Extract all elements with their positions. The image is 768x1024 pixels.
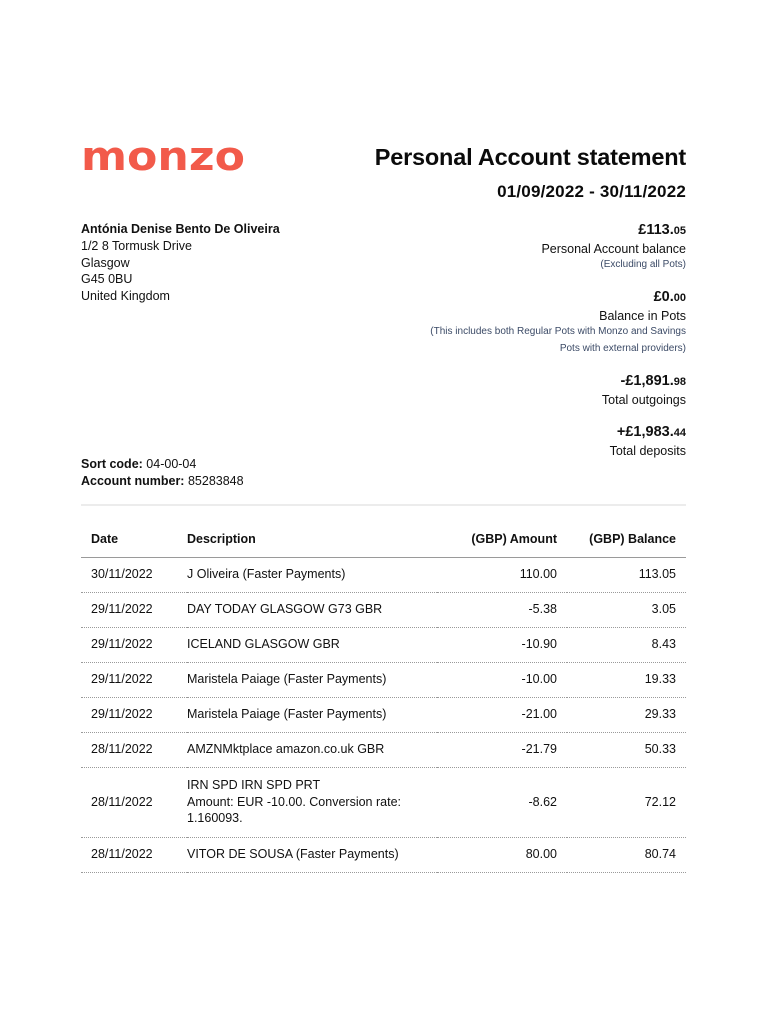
row-description: ICELAND GLASGOW GBR xyxy=(187,627,437,662)
row-balance: 80.74 xyxy=(567,837,686,872)
header-description: Description xyxy=(187,522,437,557)
row-balance: 19.33 xyxy=(567,662,686,697)
row-balance: 113.05 xyxy=(567,557,686,592)
account-details xyxy=(81,456,244,490)
row-amount: -8.62 xyxy=(437,767,567,837)
row-balance: 50.33 xyxy=(567,732,686,767)
pots-balance-summary xyxy=(430,289,686,357)
header-date: Date xyxy=(81,522,187,557)
table-row xyxy=(81,627,686,662)
statement-period: 01/09/2022 - 30/11/2022 xyxy=(497,182,686,201)
row-description: DAY TODAY GLASGOW G73 GBR xyxy=(187,592,437,627)
table-row xyxy=(81,697,686,732)
header-balance: (GBP) Balance xyxy=(567,522,686,557)
total-outgoings-label: Total outgoings xyxy=(601,393,686,407)
row-balance: 29.33 xyxy=(567,697,686,732)
address-line-3: G45 0BU xyxy=(81,272,133,287)
total-outgoings-pence: 98 xyxy=(673,376,686,388)
row-date: 28/11/2022 xyxy=(81,767,187,837)
row-date: 28/11/2022 xyxy=(81,837,187,872)
pots-balance-amount xyxy=(430,289,686,305)
section-divider xyxy=(81,504,686,506)
row-date: 29/11/2022 xyxy=(81,592,187,627)
account-balance-summary xyxy=(541,222,686,274)
monzo-logo xyxy=(81,134,247,181)
total-outgoings-main: -£1,891. xyxy=(620,373,674,389)
total-deposits-amount xyxy=(610,424,686,440)
row-date: 29/11/2022 xyxy=(81,627,187,662)
account-balance-main: £113. xyxy=(638,222,674,238)
row-description: VITOR DE SOUSA (Faster Payments) xyxy=(187,837,437,872)
row-date: 30/11/2022 xyxy=(81,557,187,592)
row-amount: 80.00 xyxy=(437,837,567,872)
row-amount: -10.90 xyxy=(437,627,567,662)
header-amount: (GBP) Amount xyxy=(437,522,567,557)
total-deposits-pence: 44 xyxy=(673,427,686,439)
row-date: 29/11/2022 xyxy=(81,662,187,697)
table-header-row xyxy=(81,522,686,557)
transactions-table xyxy=(81,522,686,873)
row-date: 29/11/2022 xyxy=(81,697,187,732)
customer-name: Antónia Denise Bento De Oliveira xyxy=(81,222,280,236)
total-deposits-summary xyxy=(610,424,686,458)
row-amount: 110.00 xyxy=(437,557,567,592)
total-outgoings-summary xyxy=(602,373,686,407)
account-number-value: 85283848 xyxy=(187,473,244,488)
account-balance-pence: 05 xyxy=(673,225,686,237)
account-number-label: Account number: xyxy=(81,473,185,488)
pots-balance-pence: 00 xyxy=(673,292,686,304)
row-balance: 3.05 xyxy=(567,592,686,627)
row-description: IRN SPD IRN SPD PRT Amount: EUR -10.00. Conversion rate: 1.160093. xyxy=(187,767,437,837)
row-description: Maristela Paiage (Faster Payments) xyxy=(187,697,437,732)
account-balance-label: Personal Account balance xyxy=(541,242,686,256)
account-number-line xyxy=(81,473,244,490)
address-line-2: Glasgow xyxy=(81,255,130,270)
table-row xyxy=(81,662,686,697)
pots-balance-label: Balance in Pots xyxy=(599,309,686,323)
monzo-logo-text: monzo xyxy=(81,134,245,176)
table-row xyxy=(81,592,686,627)
table-row xyxy=(81,732,686,767)
statement-title: Personal Account statement xyxy=(374,144,686,170)
row-balance: 72.12 xyxy=(567,767,686,837)
table-row xyxy=(81,557,686,592)
row-balance: 8.43 xyxy=(567,627,686,662)
row-amount: -21.00 xyxy=(437,697,567,732)
table-header xyxy=(81,522,686,557)
customer-address xyxy=(81,221,280,305)
row-date: 28/11/2022 xyxy=(81,732,187,767)
row-amount: -10.00 xyxy=(437,662,567,697)
pots-balance-note-1: (This includes both Regular Pots with Monzo and Savings xyxy=(430,326,686,337)
row-description: AMZNMktplace amazon.co.uk GBR xyxy=(187,732,437,767)
table-body xyxy=(81,557,686,872)
pots-balance-main: £0. xyxy=(653,289,674,305)
account-balance-note: (Excluding all Pots) xyxy=(600,259,686,270)
table-row xyxy=(81,837,686,872)
table-row xyxy=(81,767,686,837)
total-deposits-label: Total deposits xyxy=(609,444,686,458)
pots-balance-note-2: Pots with external providers) xyxy=(559,342,686,354)
total-deposits-main: +£1,983. xyxy=(616,424,674,440)
row-description: Maristela Paiage (Faster Payments) xyxy=(187,662,437,697)
sort-code-line xyxy=(81,456,244,473)
total-outgoings-amount xyxy=(602,373,686,389)
row-amount: -5.38 xyxy=(437,592,567,627)
account-balance-amount xyxy=(541,222,686,238)
row-amount: -21.79 xyxy=(437,732,567,767)
row-description: J Oliveira (Faster Payments) xyxy=(187,557,437,592)
address-line-1: 1/2 8 Tormusk Drive xyxy=(81,238,192,253)
sort-code-label: Sort code: xyxy=(81,457,143,471)
sort-code-value: 04-00-04 xyxy=(146,457,197,471)
address-line-4: United Kingdom xyxy=(81,289,170,304)
